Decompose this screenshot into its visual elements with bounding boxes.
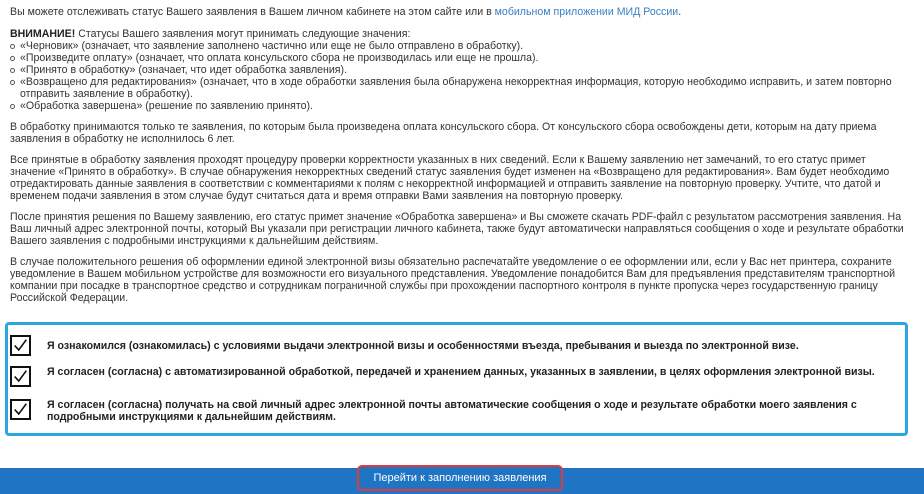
status-item: «Возвращено для редактирования» (означает, что в ходе обработки заявления была обнаружена некорректная информация, которую необходимо исправить, и затем повторно отправить заявление в обработку). (10, 76, 910, 100)
verification-paragraph: Все принятые в обработку заявления проходят процедуру проверки корректности указанных в них сведений. Если к Вашему заявлению нет замечаний, то его статус примет значение «Принято в обработку». В случае обнаружения некорректных сведений статус заявления будет изменен на «Возвращено для редактирования». Вам будет необходимо отредактировать данные заявления в соответствии с комментариями к полям с некорректной информацией и отправить заявление на повторную проверку. Учтите, что датой и временем подачи заявления в этом случае будут считаться дата и время отправки Вами заявления на повторную проверку. (10, 154, 890, 202)
decision-paragraph: После принятия решения по Вашему заявлению, его статус примет значение «Обработка завершена» и Вы сможете скачать PDF-файл с результатом рассмотрения заявления. На Ваш личный адрес электронной почты, который Вы указали при регистрации личного кабинета, также будут автоматически направляться сообщения о ходе и результате обработки Вашего заявления с подробными инструкциями к дальнейшим действиям. (10, 211, 904, 247)
status-item: «Черновик» (означает, что заявление заполнено частично или еще не было отправлено в обработку). (10, 40, 910, 52)
agreement-row-email[interactable] (10, 399, 902, 423)
terms-agreement-text: Я ознакомился (ознакомилась) с условиями выдачи электронной визы и особенностями въезда, пребывания и выезда по электронной визе. (47, 340, 799, 352)
fee-paragraph: В обработку принимаются только те заявления, по которым была произведена оплата консульского сбора. От консульского сбора освобождены дети, которым на дату приема заявления в обработку не исполнилось 6 лет. (10, 121, 877, 145)
mobile-app-link[interactable]: мобильном приложении МИД России (494, 6, 679, 18)
email-notifications-agreement-text: Я согласен (согласна) получать на свой личный адрес электронной почты автоматические сообщения о ходе и результате обработки моего заявления с подробными инструкциями к дальнейшим действиям. (47, 399, 857, 423)
terms-checkbox[interactable] (10, 335, 31, 356)
intro-end: . (678, 6, 682, 18)
print-notice-paragraph: В случае положительного решения об оформлении единой электронной визы обязательно распечатайте уведомление о ее оформлении или, если у Вас нет принтера, сохраните уведомление в Вашем мобильном устройстве для возможности его визуального представления. Уведомление понадобится Вам для предъявления представителям транспортной компании при посадке в транспортное средство и сотрудникам пограничной службы при прохождении паспортного контроля в пункте пропуска через государственную границу Российской Федерации. (10, 256, 896, 304)
agreements-box (5, 322, 908, 436)
status-item: «Принято в обработку» (означает, что идет обработка заявления). (10, 64, 910, 76)
data-processing-agreement-text: Я согласен (согласна) с автоматизированной обработкой, передачей и хранением данных, указанных в заявлении, в целях оформления электронной визы. (47, 366, 875, 378)
checkmark-icon (12, 400, 29, 419)
go-to-application-button[interactable]: Перейти к заполнению заявления (357, 465, 563, 491)
intro-paragraph (10, 6, 910, 18)
agreement-row-data-processing[interactable] (10, 366, 902, 387)
intro-text: Вы можете отслеживать статус Вашего заявления в Вашем личном кабинете на этом сайте или в (10, 6, 495, 18)
agreement-row-terms[interactable] (10, 335, 902, 356)
data-processing-checkbox[interactable] (10, 366, 31, 387)
warning-label: ВНИМАНИЕ! (10, 28, 76, 40)
warning-paragraph (10, 28, 910, 40)
status-list (10, 40, 910, 112)
checkmark-icon (12, 367, 29, 386)
email-notifications-checkbox[interactable] (10, 399, 31, 420)
status-item: «Обработка завершена» (решение по заявлению принято). (10, 100, 910, 112)
warning-text: Статусы Вашего заявления могут принимать следующие значения: (75, 28, 411, 40)
status-item: «Произведите оплату» (означает, что оплата консульского сбора не производилась или еще не прошла). (10, 52, 910, 64)
main-content (10, 0, 910, 304)
checkmark-icon (12, 336, 29, 355)
